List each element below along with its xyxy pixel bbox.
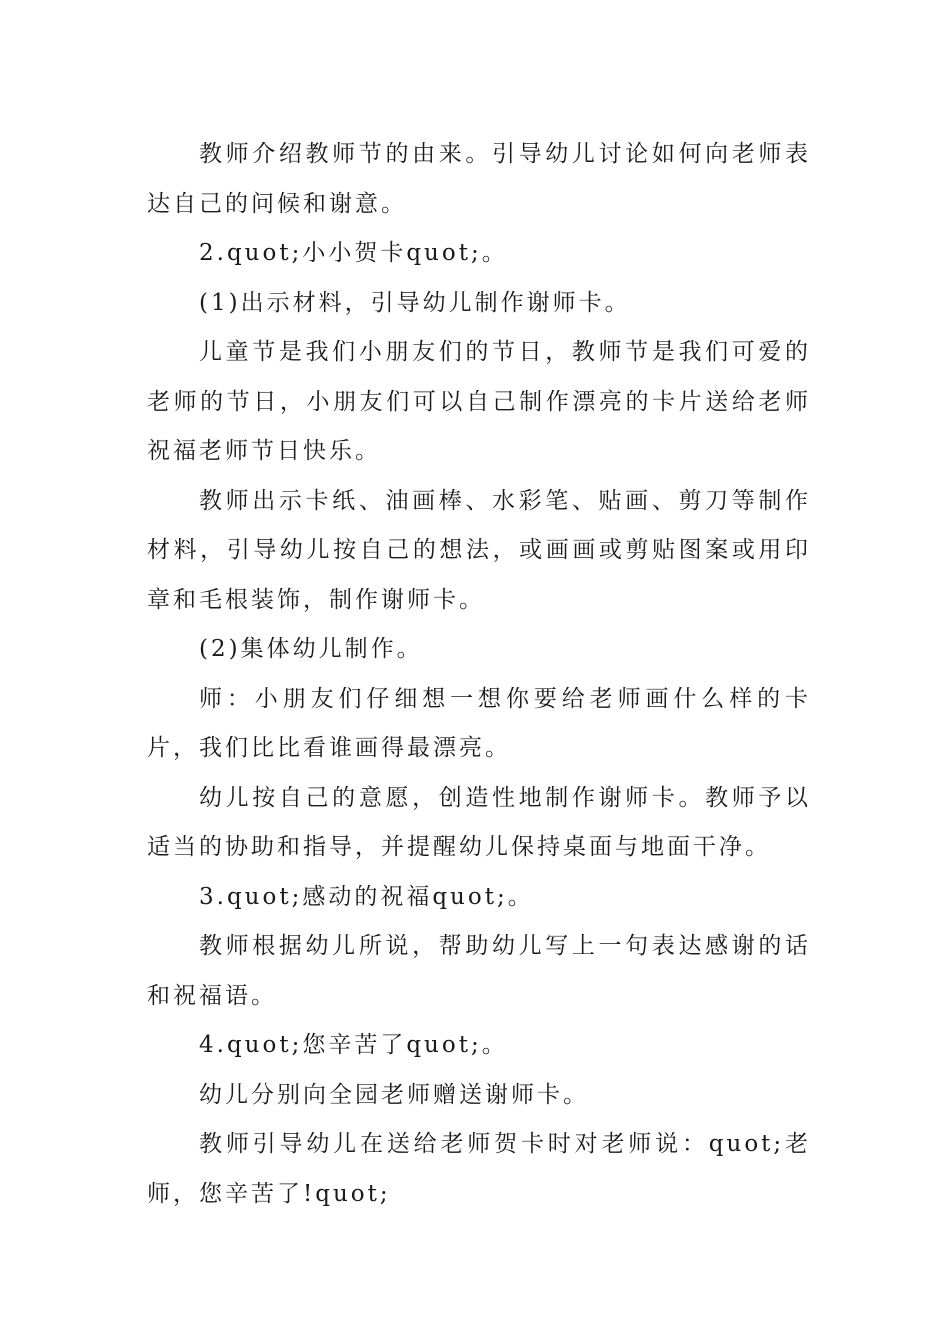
paragraph-teacher-prompt: 师：小朋友们仔细想一想你要给老师画什么样的卡片，我们比比看谁画得最漂亮。 <box>147 685 811 761</box>
paragraph-step-2-2-heading: (2)集体幼儿制作。 <box>199 636 423 662</box>
paragraph-blessing: 教师根据幼儿所说，帮助幼儿写上一句表达感谢的话和祝福语。 <box>147 933 811 1009</box>
paragraph-gift-cards: 幼儿分别向全园老师赠送谢师卡。 <box>199 1081 589 1108</box>
paragraph-step-2-1-heading: (1)出示材料，引导幼儿制作谢师卡。 <box>199 289 631 316</box>
paragraph-intro: 教师介绍教师节的由来。引导幼儿讨论如何向老师表达自己的问候和谢意。 <box>147 141 811 217</box>
paragraph-children-make: 幼儿按自己的意愿，创造性地制作谢师卡。教师予以适当的协助和指导，并提醒幼儿保持桌面与地面干净。 <box>147 784 811 860</box>
paragraph-childrens-day: 儿童节是我们小朋友们的节日，教师节是我们可爱的老师的节日，小朋友们可以自己制作漂亮的卡片送给老师祝福老师节日快乐。 <box>147 339 811 464</box>
paragraph-step-4-heading: 4.quot;您辛苦了quot;。 <box>199 1032 508 1058</box>
paragraph-closing: 教师引导幼儿在送给老师贺卡时对老师说：quot;老师，您辛苦了!quot; <box>147 1131 811 1207</box>
paragraph-step-3-heading: 3.quot;感动的祝福quot;。 <box>199 883 534 910</box>
paragraph-step-2-heading: 2.quot;小小贺卡quot;。 <box>199 240 508 266</box>
document-body <box>147 130 811 1219</box>
paragraph-materials: 教师出示卡纸、油画棒、水彩笔、贴画、剪刀等制作材料，引导幼儿按自己的想法，或画画或剪贴图案或用印章和毛根装饰，制作谢师卡。 <box>147 487 811 613</box>
